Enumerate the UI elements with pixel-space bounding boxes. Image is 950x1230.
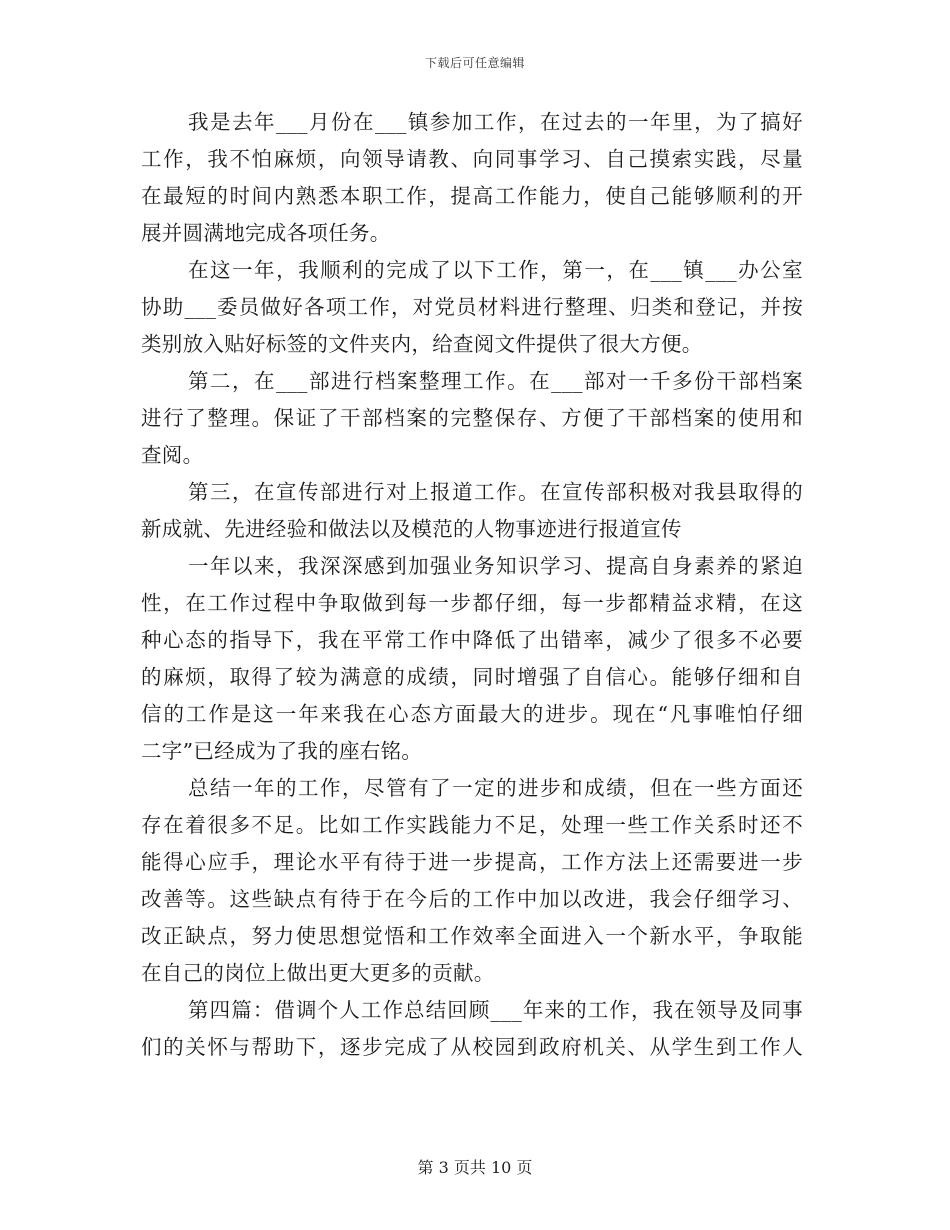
page-header: 下载后可任意编辑 bbox=[424, 56, 525, 70]
paragraph-line: 二字”已经成为了我的座右铭。 bbox=[141, 739, 423, 763]
paragraph-line: 我是去年___月份在___镇参加工作，在过去的一年里，为了搞好 bbox=[188, 110, 803, 134]
paragraph-line: 展并圆满地完成各项任务。 bbox=[141, 221, 391, 245]
paragraph-line: 类别放入贴好标签的文件夹内，给查阅文件提供了很大方便。 bbox=[141, 332, 703, 356]
paragraph-line: 第四篇：借调个人工作总结回顾___年来的工作，我在领导及同事 bbox=[188, 998, 803, 1022]
paragraph-line: 新成就、先进经验和做法以及模范的人物事迹进行报道宣传 bbox=[141, 517, 682, 541]
document-body bbox=[141, 104, 803, 1066]
paragraph-line: 的麻烦，取得了较为满意的成绩，同时增强了自信心。能够仔细和自 bbox=[141, 665, 803, 689]
paragraph-line: 在这一年，我顺利的完成了以下工作，第一，在___镇___办公室 bbox=[188, 258, 803, 282]
paragraph-line: 信的工作是这一年来我在心态方面最大的进步。现在“凡事唯怕仔细 bbox=[141, 702, 803, 726]
paragraph-line: 进行了整理。保证了干部档案的完整保存、方便了干部档案的使用和 bbox=[141, 406, 803, 430]
paragraph-line: 第三，在宣传部进行对上报道工作。在宣传部积极对我县取得的 bbox=[188, 480, 803, 504]
paragraph-line: 存在着很多不足。比如工作实践能力不足，处理一些工作关系时还不 bbox=[141, 813, 803, 837]
page-number: 第 3 页共 10 页 bbox=[417, 1158, 533, 1177]
paragraph-line: 总结一年的工作，尽管有了一定的进步和成绩，但在一些方面还 bbox=[188, 776, 803, 800]
paragraph-line: 能得心应手，理论水平有待于进一步提高，工作方法上还需要进一步 bbox=[141, 850, 803, 874]
paragraph-line: 种心态的指导下，我在平常工作中降低了出错率，减少了很多不必要 bbox=[141, 628, 803, 652]
paragraph-line: 改正缺点，努力使思想觉悟和工作效率全面进入一个新水平，争取能 bbox=[141, 924, 803, 948]
paragraph-line: 第二，在___部进行档案整理工作。在___部对一千多份干部档案 bbox=[188, 369, 803, 393]
paragraph-line: 们的关怀与帮助下，逐步完成了从校园到政府机关、从学生到工作人 bbox=[141, 1035, 803, 1059]
paragraph-line: 性，在工作过程中争取做到每一步都仔细，每一步都精益求精，在这 bbox=[141, 591, 803, 615]
paragraph-line: 在自己的岗位上做出更大更多的贡献。 bbox=[141, 961, 495, 985]
paragraph-line: 查阅。 bbox=[141, 443, 204, 467]
paragraph-line: 改善等。这些缺点有待于在今后的工作中加以改进，我会仔细学习、 bbox=[141, 887, 803, 911]
paragraph-line: 一年以来，我深深感到加强业务知识学习、提高自身素养的紧迫 bbox=[188, 554, 803, 578]
paragraph-line: 工作，我不怕麻烦，向领导请教、向同事学习、自己摸索实践，尽量 bbox=[141, 147, 803, 171]
paragraph-line: 在最短的时间内熟悉本职工作，提高工作能力，使自己能够顺利的开 bbox=[141, 184, 803, 208]
paragraph-line: 协助___委员做好各项工作，对党员材料进行整理、归类和登记，并按 bbox=[141, 295, 803, 319]
